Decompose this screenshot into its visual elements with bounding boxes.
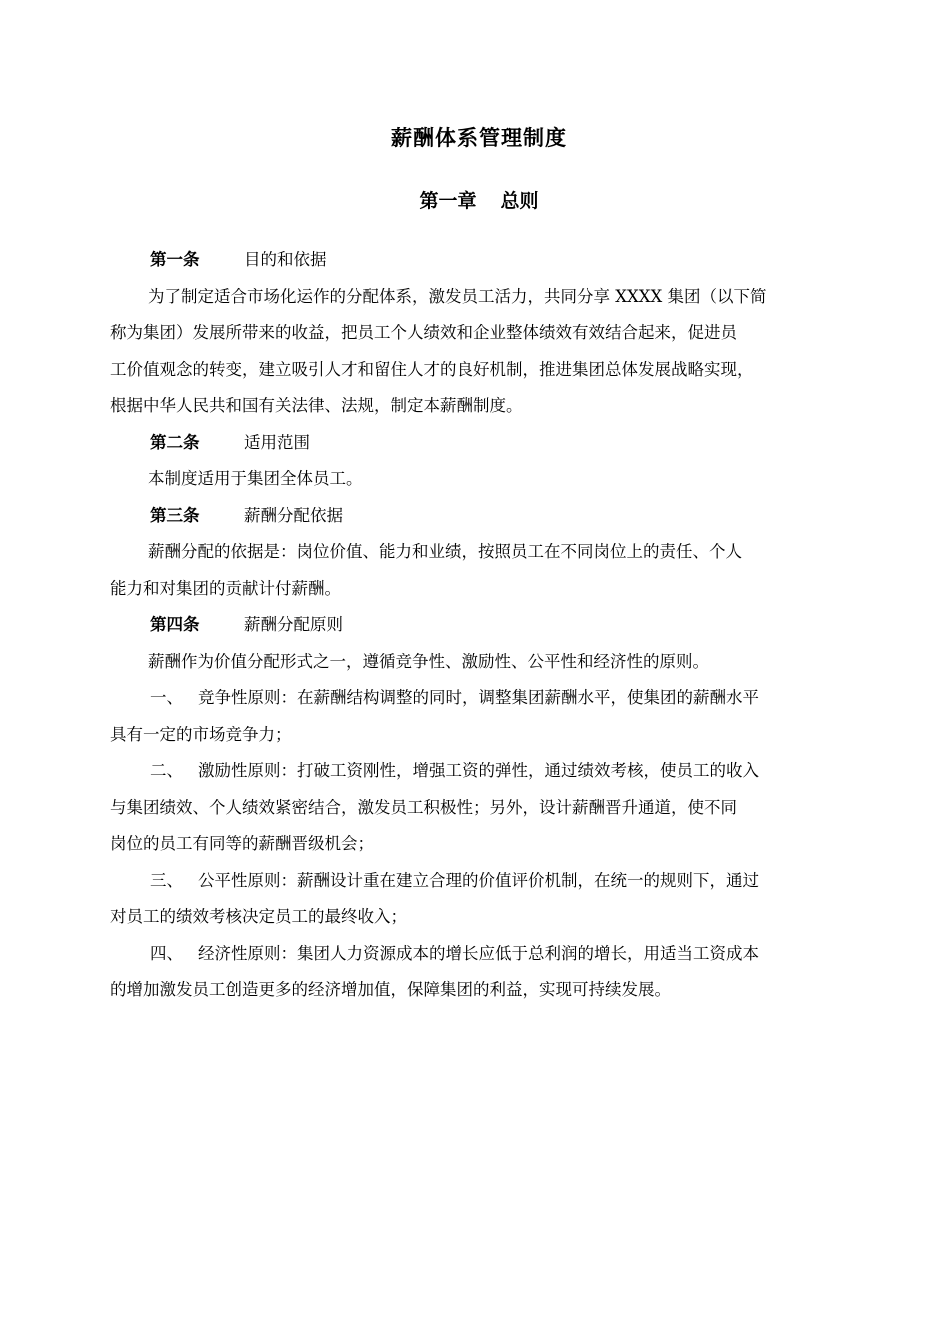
paragraph-line: 薪酬分配的依据是：岗位价值、能力和业绩，按照员工在不同岗位上的责任、个人 xyxy=(148,542,742,561)
article-paragraph xyxy=(110,279,860,425)
article-paragraph xyxy=(110,461,860,498)
paragraph-line: 具有一定的市场竞争力； xyxy=(110,724,292,744)
paragraph-line: 岗位的员工有同等的薪酬晋级机会； xyxy=(110,834,374,853)
principle-number: 四、 xyxy=(150,943,183,963)
article-heading xyxy=(110,498,860,535)
paragraph-line: 为了制定适合市场化运作的分配体系，激发员工活力，共同分享 XXXX 集团（以下简 xyxy=(148,286,767,306)
article-number: 第二条 xyxy=(150,432,200,452)
article-title: 薪酬分配原则 xyxy=(244,615,343,634)
paragraph-line: 薪酬作为价值分配形式之一，遵循竞争性、激励性、公平性和经济性的原则。 xyxy=(148,651,709,671)
document-title: 薪酬体系管理制度 xyxy=(391,125,567,150)
document-body xyxy=(110,242,860,1009)
principle-number: 一、 xyxy=(150,688,183,707)
article-number: 第一条 xyxy=(150,250,200,269)
paragraph-line: 工价值观念的转变，建立吸引人才和留住人才的良好机制，推进集团总体发展战略实现， xyxy=(110,359,754,379)
principle-text: 激励性原则：打破工资刚性，增强工资的弹性，通过绩效考核，使员工的收入 xyxy=(198,761,759,780)
paragraph-line: 称为集团）发展所带来的收益，把员工个人绩效和企业整体绩效有效结合起来，促进员 xyxy=(110,323,737,342)
paragraph-line: 与集团绩效、个人绩效紧密结合，激发员工积极性；另外，设计薪酬晋升通道，使不同 xyxy=(110,797,737,817)
principle-first-line xyxy=(110,863,860,900)
principle-text: 经济性原则：集团人力资源成本的增长应低于总利润的增长，用适当工资成本 xyxy=(198,943,759,963)
principle-item xyxy=(110,753,860,863)
principle-first-line xyxy=(110,753,860,790)
article-heading xyxy=(110,607,860,644)
principle-first-line xyxy=(110,936,860,973)
article-heading xyxy=(110,242,860,279)
article-title: 目的和依据 xyxy=(244,250,327,269)
principle-first-line xyxy=(110,680,860,717)
article-title: 薪酬分配依据 xyxy=(244,505,343,525)
paragraph-line: 本制度适用于集团全体员工。 xyxy=(148,469,363,488)
principle-item xyxy=(110,680,860,753)
principle-number: 二、 xyxy=(150,761,183,780)
article-number: 第四条 xyxy=(150,615,200,634)
article-paragraph xyxy=(110,534,860,607)
principle-text: 公平性原则：薪酬设计重在建立合理的价值评价机制，在统一的规则下，通过 xyxy=(198,870,759,890)
paragraph-line: 对员工的绩效考核决定员工的最终收入； xyxy=(110,907,407,926)
principle-number: 三、 xyxy=(150,870,183,890)
paragraph-line: 能力和对集团的贡献计付薪酬。 xyxy=(110,578,341,598)
article-number: 第三条 xyxy=(150,505,200,525)
principle-item xyxy=(110,936,860,1009)
chapter-number: 第一章 xyxy=(419,190,477,212)
principle-item xyxy=(110,863,860,936)
chapter-name: 总则 xyxy=(500,190,539,212)
article-paragraph xyxy=(110,644,860,681)
chapter-title xyxy=(110,186,848,213)
paragraph-line: 的增加激发员工创造更多的经济增加值，保障集团的利益，实现可持续发展。 xyxy=(110,980,671,999)
article-heading xyxy=(110,425,860,462)
article-title: 适用范围 xyxy=(244,432,310,452)
paragraph-line: 根据中华人民共和国有关法律、法规，制定本薪酬制度。 xyxy=(110,396,523,415)
principle-text: 竞争性原则：在薪酬结构调整的同时，调整集团薪酬水平，使集团的薪酬水平 xyxy=(198,688,759,707)
